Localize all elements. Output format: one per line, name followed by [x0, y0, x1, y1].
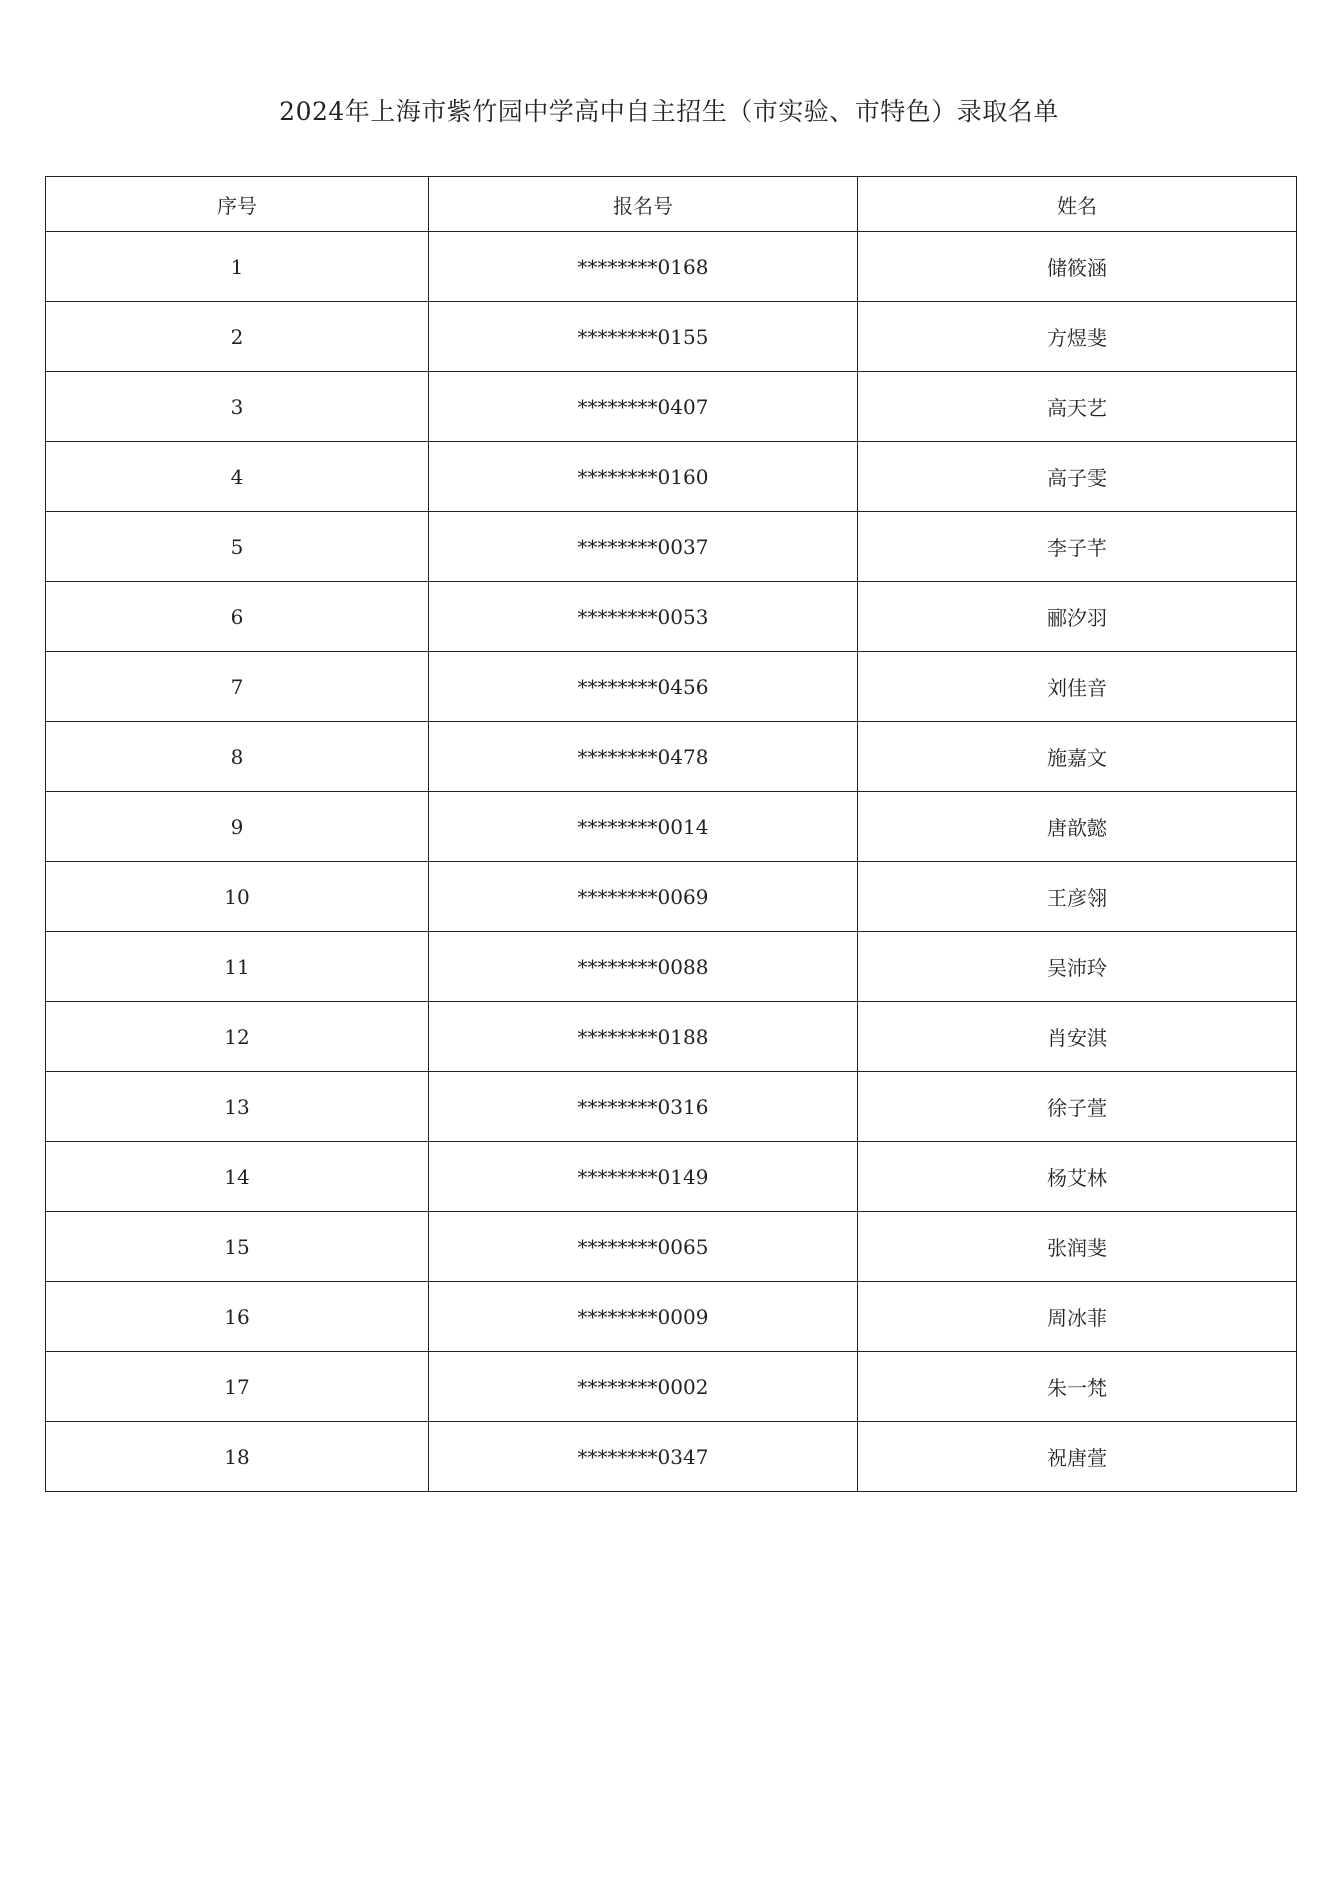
cell-serial-number: 8: [46, 722, 429, 792]
table-row: [46, 512, 1297, 582]
cell-registration-number: ********0149: [429, 1142, 858, 1212]
cell-serial-number: 15: [46, 1212, 429, 1282]
cell-serial-number: 6: [46, 582, 429, 652]
cell-registration-number: ********0002: [429, 1352, 858, 1422]
table-row: [46, 1352, 1297, 1422]
cell-name: 高子雯: [858, 442, 1297, 512]
cell-serial-number: 9: [46, 792, 429, 862]
table-row: [46, 722, 1297, 792]
cell-registration-number: ********0456: [429, 652, 858, 722]
cell-registration-number: ********0407: [429, 372, 858, 442]
table-row: [46, 1422, 1297, 1492]
cell-registration-number: ********0168: [429, 232, 858, 302]
cell-serial-number: 1: [46, 232, 429, 302]
cell-registration-number: ********0155: [429, 302, 858, 372]
cell-name: 刘佳音: [858, 652, 1297, 722]
cell-name: 储筱涵: [858, 232, 1297, 302]
cell-name: 张润斐: [858, 1212, 1297, 1282]
cell-registration-number: ********0160: [429, 442, 858, 512]
cell-name: 施嘉文: [858, 722, 1297, 792]
header-registration-number: 报名号: [429, 177, 858, 232]
cell-name: 肖安淇: [858, 1002, 1297, 1072]
cell-name: 杨艾林: [858, 1142, 1297, 1212]
table-row: [46, 1002, 1297, 1072]
table-row: [46, 1212, 1297, 1282]
cell-serial-number: 11: [46, 932, 429, 1002]
table-row: [46, 1072, 1297, 1142]
cell-registration-number: ********0069: [429, 862, 858, 932]
cell-name: 祝唐萱: [858, 1422, 1297, 1492]
cell-serial-number: 2: [46, 302, 429, 372]
cell-registration-number: ********0014: [429, 792, 858, 862]
cell-serial-number: 13: [46, 1072, 429, 1142]
table-row: [46, 932, 1297, 1002]
cell-name: 郦汐羽: [858, 582, 1297, 652]
admission-table: [45, 176, 1297, 1492]
table-row: [46, 792, 1297, 862]
table-row: [46, 442, 1297, 512]
cell-registration-number: ********0316: [429, 1072, 858, 1142]
cell-registration-number: ********0347: [429, 1422, 858, 1492]
cell-name: 李子芊: [858, 512, 1297, 582]
cell-serial-number: 16: [46, 1282, 429, 1352]
cell-name: 唐歆懿: [858, 792, 1297, 862]
cell-registration-number: ********0088: [429, 932, 858, 1002]
table-row: [46, 652, 1297, 722]
table-row: [46, 232, 1297, 302]
cell-serial-number: 12: [46, 1002, 429, 1072]
table-row: [46, 302, 1297, 372]
document-title: 2024年上海市紫竹园中学高中自主招生（市实验、市特色）录取名单: [279, 97, 1059, 126]
cell-serial-number: 3: [46, 372, 429, 442]
table-row: [46, 582, 1297, 652]
header-serial-number: 序号: [46, 177, 429, 232]
cell-name: 吴沛玲: [858, 932, 1297, 1002]
table-row: [46, 862, 1297, 932]
cell-registration-number: ********0037: [429, 512, 858, 582]
cell-registration-number: ********0478: [429, 722, 858, 792]
cell-serial-number: 5: [46, 512, 429, 582]
cell-name: 朱一梵: [858, 1352, 1297, 1422]
header-name: 姓名: [858, 177, 1297, 232]
cell-serial-number: 17: [46, 1352, 429, 1422]
cell-serial-number: 10: [46, 862, 429, 932]
cell-name: 方煜斐: [858, 302, 1297, 372]
table-row: [46, 1142, 1297, 1212]
cell-registration-number: ********0009: [429, 1282, 858, 1352]
cell-name: 周冰菲: [858, 1282, 1297, 1352]
cell-name: 徐子萱: [858, 1072, 1297, 1142]
cell-registration-number: ********0053: [429, 582, 858, 652]
table-row: [46, 1282, 1297, 1352]
cell-registration-number: ********0065: [429, 1212, 858, 1282]
cell-serial-number: 14: [46, 1142, 429, 1212]
cell-serial-number: 4: [46, 442, 429, 512]
cell-name: 高天艺: [858, 372, 1297, 442]
table-header-row: [46, 177, 1297, 232]
cell-registration-number: ********0188: [429, 1002, 858, 1072]
table-row: [46, 372, 1297, 442]
cell-serial-number: 7: [46, 652, 429, 722]
cell-serial-number: 18: [46, 1422, 429, 1492]
cell-name: 王彦翎: [858, 862, 1297, 932]
